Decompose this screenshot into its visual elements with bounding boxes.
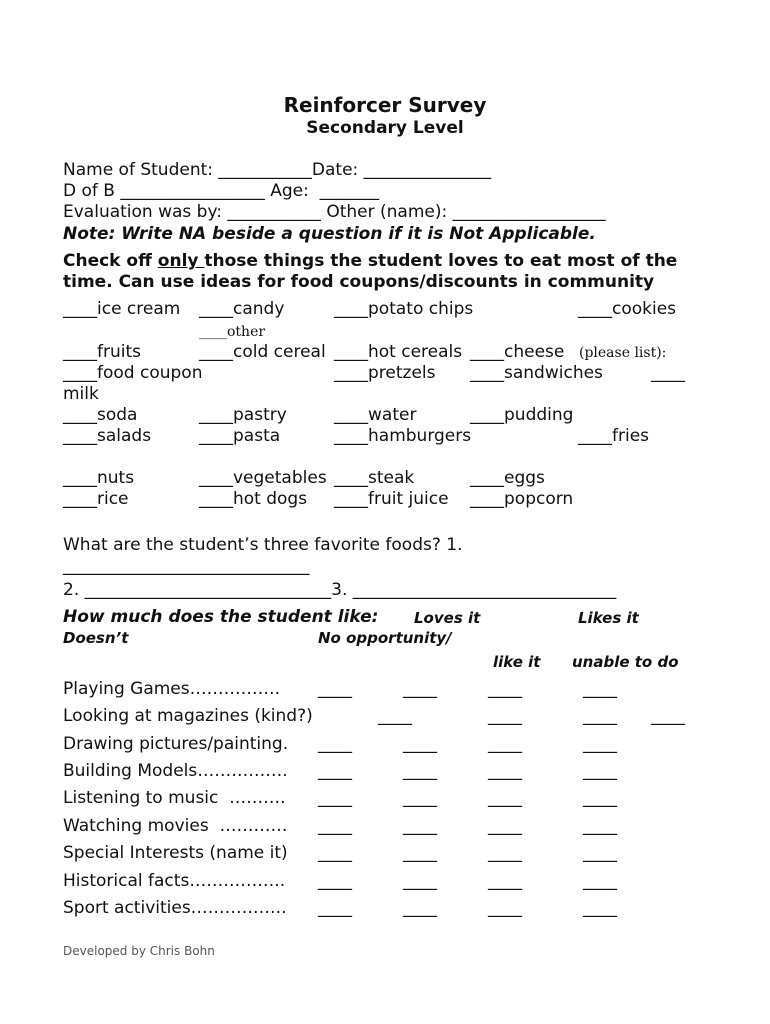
food-milk-label: milk: [63, 384, 99, 404]
food-sandwiches[interactable]: ____sandwiches: [470, 363, 603, 383]
activity-rating-blank[interactable]: ____: [403, 816, 437, 836]
food-ice-cream[interactable]: ____ice cream: [63, 299, 181, 319]
food-milk-blank[interactable]: ____: [651, 363, 685, 383]
note-text: Note: Write NA beside a question if it is Not Applicable.: [63, 224, 596, 244]
evaluation-field[interactable]: Evaluation was by: ___________ Other (name): __________________: [63, 202, 606, 222]
col-doesnt: Doesn’t: [63, 629, 129, 647]
food-vegetables[interactable]: ____vegetables: [199, 468, 327, 488]
student-name-date-field[interactable]: Name of Student: ___________Date: _______________: [63, 160, 492, 180]
activity-rating-blank[interactable]: ____: [488, 871, 522, 891]
food-coupon[interactable]: ____food coupon: [63, 363, 203, 383]
food-hot-dogs[interactable]: ____hot dogs: [199, 489, 308, 509]
activity-label: Playing Games…………….: [63, 679, 281, 699]
col-like-it: like it: [493, 653, 541, 671]
activity-rating-blank[interactable]: ____: [378, 706, 412, 726]
activity-rating-blank[interactable]: ____: [488, 788, 522, 808]
please-list-text: (please list):: [579, 345, 667, 361]
activity-label: Looking at magazines (kind?): [63, 706, 313, 726]
col-loves-it: Loves it: [414, 609, 481, 627]
food-nuts[interactable]: ____nuts: [63, 468, 135, 488]
activity-label: Special Interests (name it): [63, 843, 288, 863]
activity-label: Watching movies …………: [63, 816, 288, 836]
food-candy[interactable]: ____candy: [199, 299, 285, 319]
activity-rating-blank[interactable]: ____: [488, 706, 522, 726]
food-popcorn[interactable]: ____popcorn: [470, 489, 574, 509]
food-pastry[interactable]: ____pastry: [199, 405, 287, 425]
favorite-foods-question: What are the student’s three favorite foods? 1.: [63, 535, 463, 555]
food-hamburgers[interactable]: ____hamburgers: [334, 426, 472, 446]
activity-rating-blank[interactable]: ____: [583, 706, 617, 726]
activity-rating-blank[interactable]: ____: [403, 898, 437, 918]
food-cheese[interactable]: ____cheese: [470, 342, 565, 362]
food-fruits[interactable]: ____fruits: [63, 342, 141, 362]
food-salads[interactable]: ____salads: [63, 426, 152, 446]
only-emphasis: only: [157, 251, 205, 271]
activity-rating-blank[interactable]: ____: [488, 898, 522, 918]
activity-rating-blank[interactable]: ____: [583, 679, 617, 699]
activity-rating-blank[interactable]: ____: [583, 871, 617, 891]
food-rice[interactable]: ____rice: [63, 489, 129, 509]
food-fruit-juice[interactable]: ____fruit juice: [334, 489, 449, 509]
activity-rating-blank[interactable]: ____: [488, 679, 522, 699]
favorite-food-1-line[interactable]: _____________________________: [63, 556, 310, 576]
activity-rating-blank[interactable]: ____: [318, 816, 352, 836]
favorite-food-2-3-line[interactable]: 2. _____________________________3. _______________________________: [63, 580, 617, 600]
activity-rating-blank[interactable]: ____: [583, 843, 617, 863]
activity-rating-blank[interactable]: ____: [318, 898, 352, 918]
activity-rating-blank[interactable]: ____: [318, 679, 352, 699]
how-much-heading: How much does the student like:: [63, 607, 379, 627]
footer-credit: Developed by Chris Bohn: [63, 944, 215, 958]
food-other[interactable]: ____other: [199, 324, 266, 340]
activity-rating-blank[interactable]: ____: [403, 843, 437, 863]
activity-rating-blank[interactable]: ____: [318, 843, 352, 863]
activity-rating-blank[interactable]: ____: [318, 734, 352, 754]
activity-rating-blank[interactable]: ____: [318, 871, 352, 891]
food-water[interactable]: ____water: [334, 405, 417, 425]
dob-age-field[interactable]: D of B _________________ Age: _______: [63, 181, 380, 201]
activity-label: Building Models…………….: [63, 761, 288, 781]
food-pudding[interactable]: ____pudding: [470, 405, 574, 425]
instruction-line-1: Check off only those things the student loves to eat most of the: [63, 251, 678, 271]
activity-rating-blank[interactable]: ____: [403, 734, 437, 754]
activity-label: Listening to music ……….: [63, 788, 286, 808]
page-subtitle: Secondary Level: [306, 118, 464, 138]
activity-rating-blank[interactable]: ____: [583, 898, 617, 918]
activity-rating-blank[interactable]: ____: [488, 816, 522, 836]
activity-rating-blank[interactable]: ____: [403, 788, 437, 808]
food-cold-cereal[interactable]: ____cold cereal: [199, 342, 326, 362]
col-likes-it: Likes it: [578, 609, 639, 627]
activity-rating-blank[interactable]: ____: [403, 761, 437, 781]
activity-rating-blank[interactable]: ____: [318, 788, 352, 808]
food-cookies[interactable]: ____cookies: [578, 299, 677, 319]
activity-rating-blank[interactable]: ____: [488, 734, 522, 754]
activity-rating-blank[interactable]: ____: [488, 843, 522, 863]
food-soda[interactable]: ____soda: [63, 405, 138, 425]
activity-rating-blank[interactable]: ____: [318, 761, 352, 781]
activity-rating-blank[interactable]: ____: [583, 761, 617, 781]
activity-label: Sport activities……………..: [63, 898, 287, 918]
food-steak[interactable]: ____steak: [334, 468, 415, 488]
food-fries[interactable]: ____fries: [578, 426, 650, 446]
activity-label: Drawing pictures/painting.: [63, 734, 289, 754]
activity-rating-blank[interactable]: ____: [488, 761, 522, 781]
food-potato-chips[interactable]: ____potato chips: [334, 299, 474, 319]
activity-rating-blank[interactable]: ____: [583, 734, 617, 754]
food-eggs[interactable]: ____eggs: [470, 468, 545, 488]
page-title: Reinforcer Survey: [283, 93, 487, 117]
food-pasta[interactable]: ____pasta: [199, 426, 281, 446]
activity-rating-blank[interactable]: ____: [583, 816, 617, 836]
activity-rating-blank[interactable]: ____: [583, 788, 617, 808]
activity-label: Historical facts……………..: [63, 871, 286, 891]
activity-rating-blank[interactable]: ____: [403, 871, 437, 891]
activity-rating-blank[interactable]: ____: [651, 706, 685, 726]
col-unable-to-do: unable to do: [572, 653, 679, 671]
food-pretzels[interactable]: ____pretzels: [334, 363, 436, 383]
col-no-opportunity: No opportunity/: [318, 629, 452, 647]
instruction-line-2: time. Can use ideas for food coupons/discounts in community: [63, 272, 655, 292]
activity-rating-blank[interactable]: ____: [403, 679, 437, 699]
food-hot-cereals[interactable]: ____hot cereals: [334, 342, 463, 362]
